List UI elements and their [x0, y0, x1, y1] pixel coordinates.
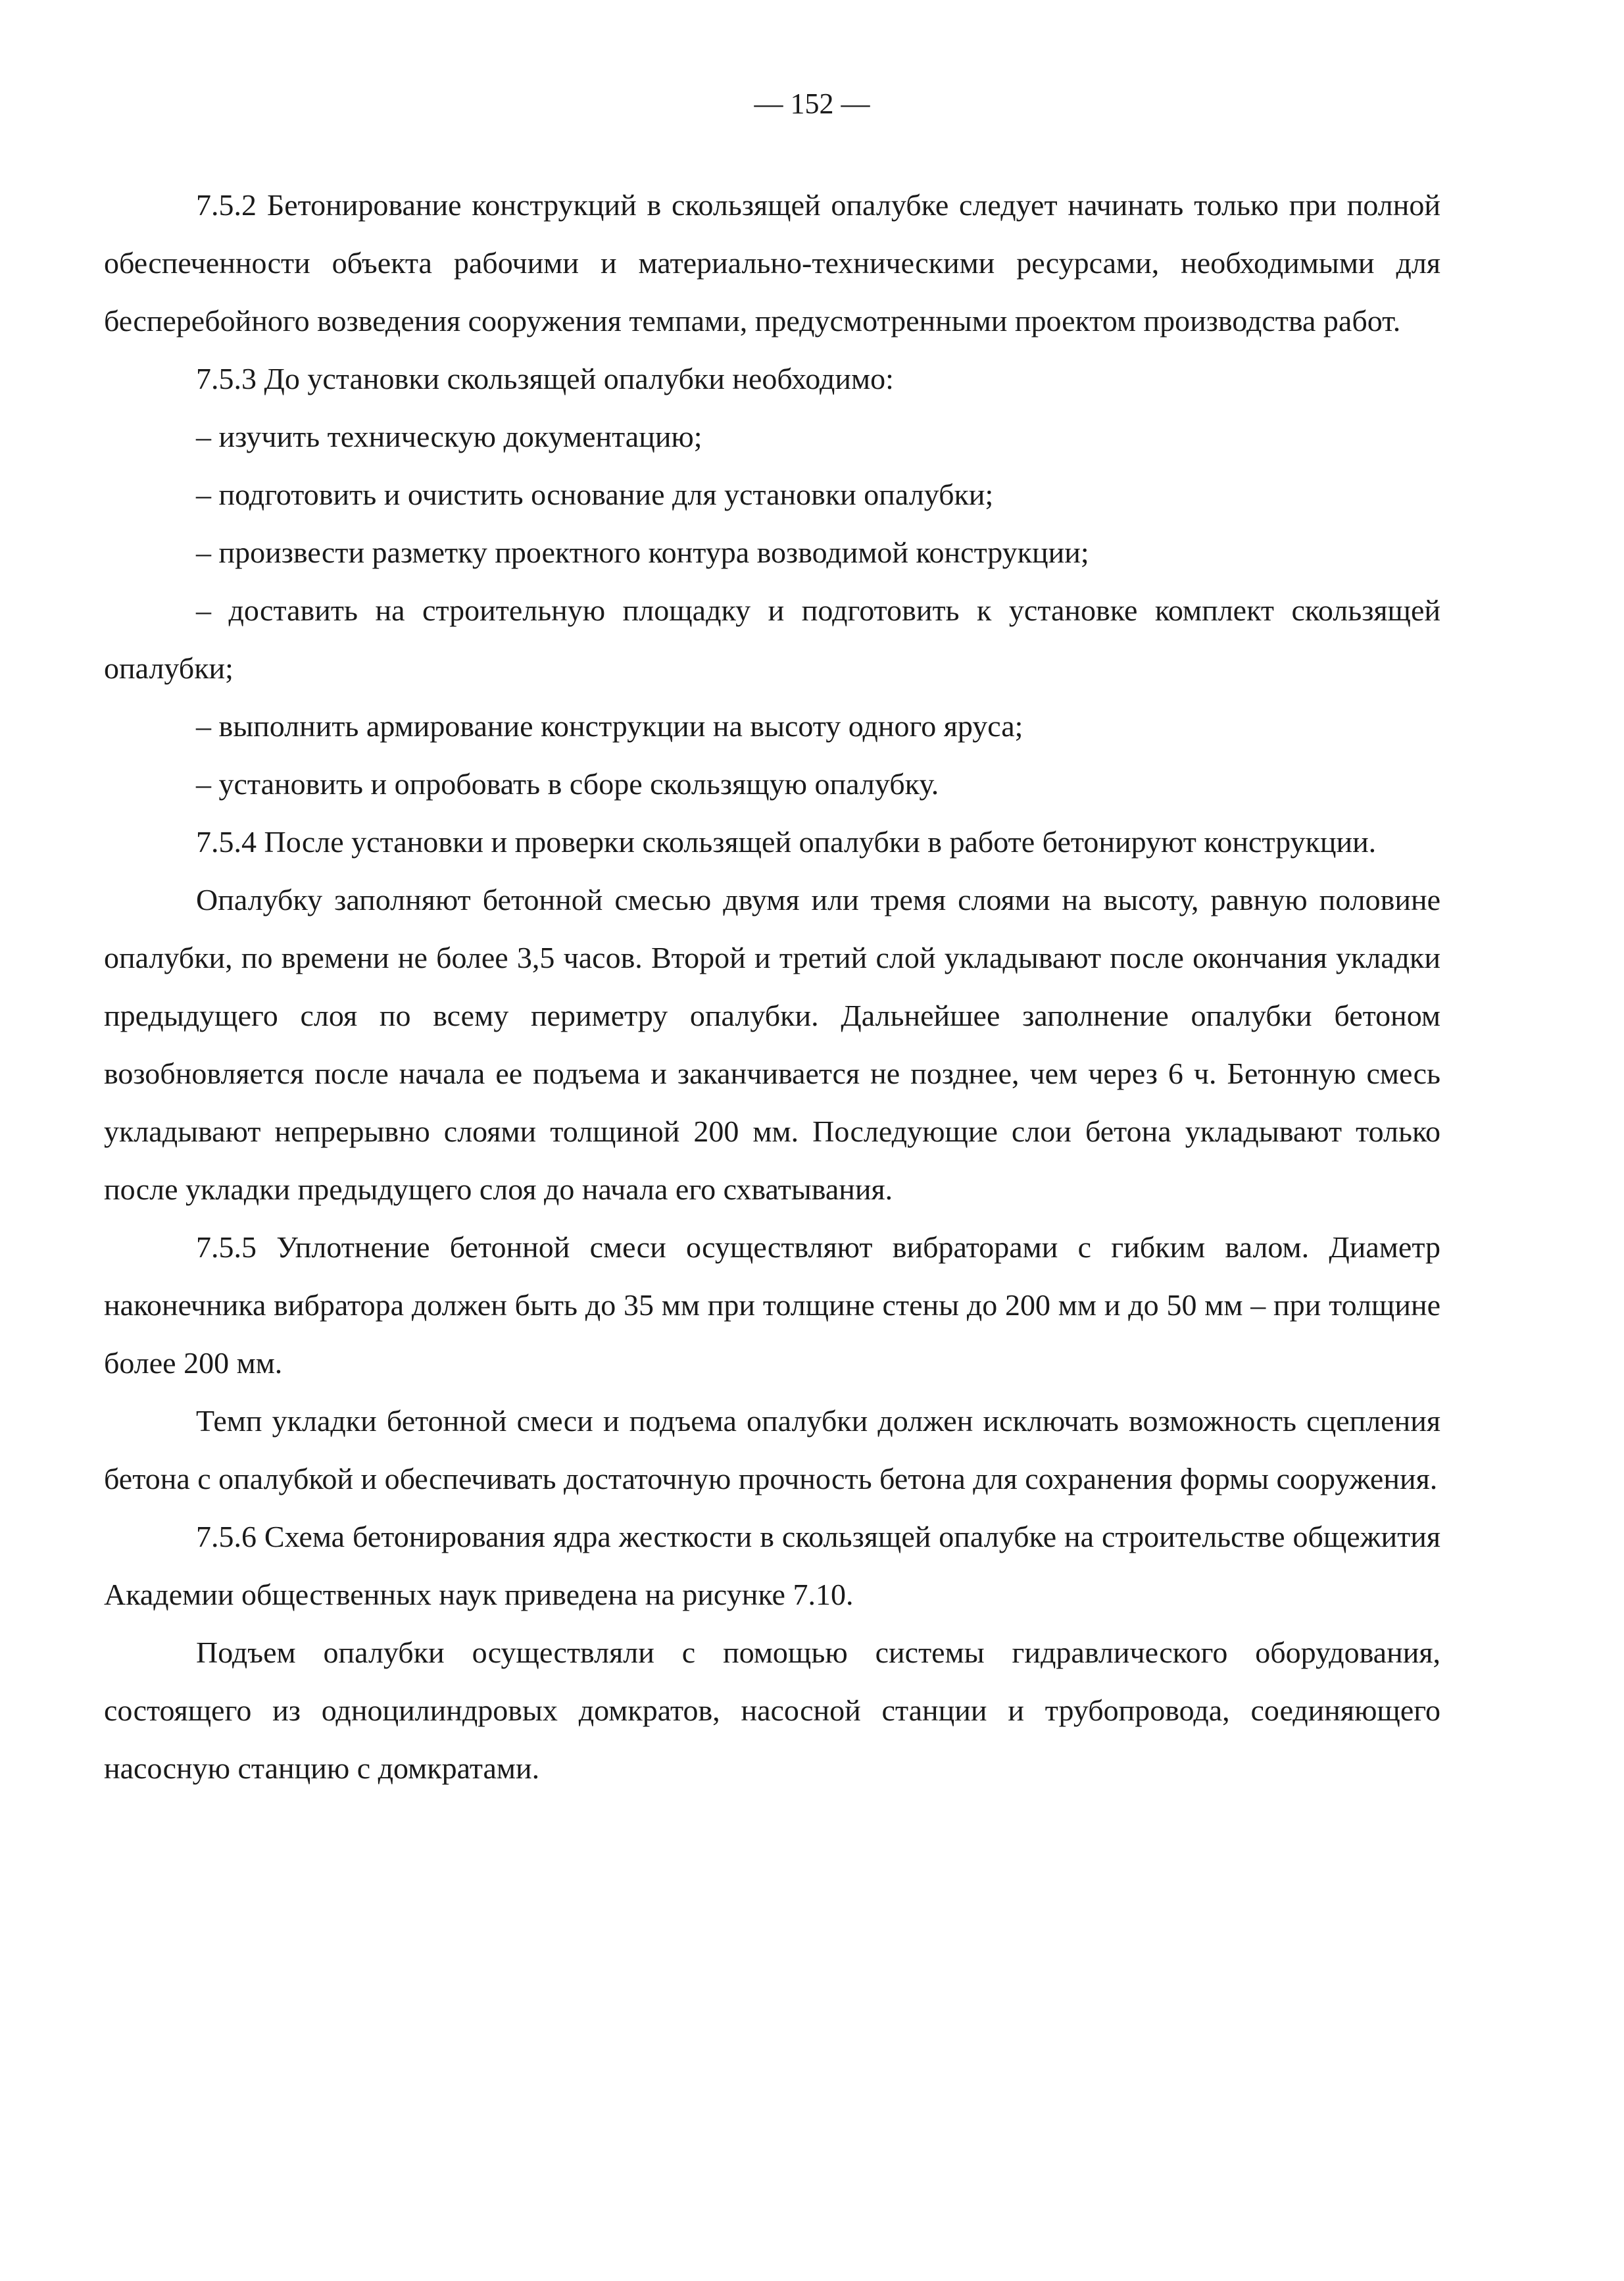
list-item: – выполнить армирование конструкции на высоту одного яруса;: [196, 709, 1023, 743]
list-item: – установить и опробовать в сборе скользящую опалубку.: [196, 767, 939, 801]
paragraph-7-5-6: 7.5.6 Схема бетонирования ядра жесткости в скользящей опалубке на строительстве общежития Академии общественных наук приведена на рисунке 7.10.: [104, 1520, 1440, 1611]
paragraph: Подъем опалубки осуществляли с помощью системы гидравлического оборудования, состоящего из одноцилиндровых домкратов, насосной станции и трубопровода, соединяющего насосную станцию с домкратами.: [104, 1636, 1440, 1785]
paragraph-7-5-3: 7.5.3 До установки скользящей опалубки необходимо:: [196, 362, 894, 395]
paragraph: Темп укладки бетонной смеси и подъема опалубки должен исключать возможность сцепления бетона с опалубкой и обеспечивать достаточную прочность бетона для сохранения формы сооружения.: [104, 1404, 1440, 1495]
paragraph-7-5-2: 7.5.2 Бетонирование конструкций в скользящей опалубке следует начинать только при полной обеспеченности объекта рабочими и материально-техническими ресурсами, необходимыми для бесперебойного возведения сооружения темпами, предусмотренными проектом производства работ.: [104, 188, 1440, 338]
list-item: – изучить техническую документацию;: [196, 420, 702, 453]
paragraph: Опалубку заполняют бетонной смесью двумя или тремя слоями на высоту, равную половине опалубки, по времени не более 3,5 часов. Второй и третий слой укладывают после окончания укладки предыдущего слоя по всему периметру опалубки. Дальнейшее заполнение опалубки бетоном возобновляется после начала ее подъема и заканчивается не позднее, чем через 6 ч. Бетонную смесь укладывают непрерывно слоями толщиной 200 мм. Последующие слои бетона укладывают только после укладки предыдущего слоя до начала его схватывания.: [104, 883, 1440, 1206]
page-body: [104, 176, 1440, 1797]
page-number: — 152 —: [754, 88, 870, 120]
list-item: – произвести разметку проектного контура возводимой конструкции;: [196, 536, 1089, 569]
paragraph-7-5-5: 7.5.5 Уплотнение бетонной смеси осуществляют вибраторами с гибким валом. Диаметр наконечника вибратора должен быть до 35 мм при толщине стены до 200 мм и до 50 мм – при толщине более 200 мм.: [104, 1230, 1440, 1380]
paragraph-7-5-4: 7.5.4 После установки и проверки скользящей опалубки в работе бетонируют конструкции.: [196, 825, 1377, 859]
list-item: – доставить на строительную площадку и подготовить к установке комплект скользящей опалубки;: [104, 593, 1440, 685]
list-item: – подготовить и очистить основание для установки опалубки;: [196, 478, 994, 511]
